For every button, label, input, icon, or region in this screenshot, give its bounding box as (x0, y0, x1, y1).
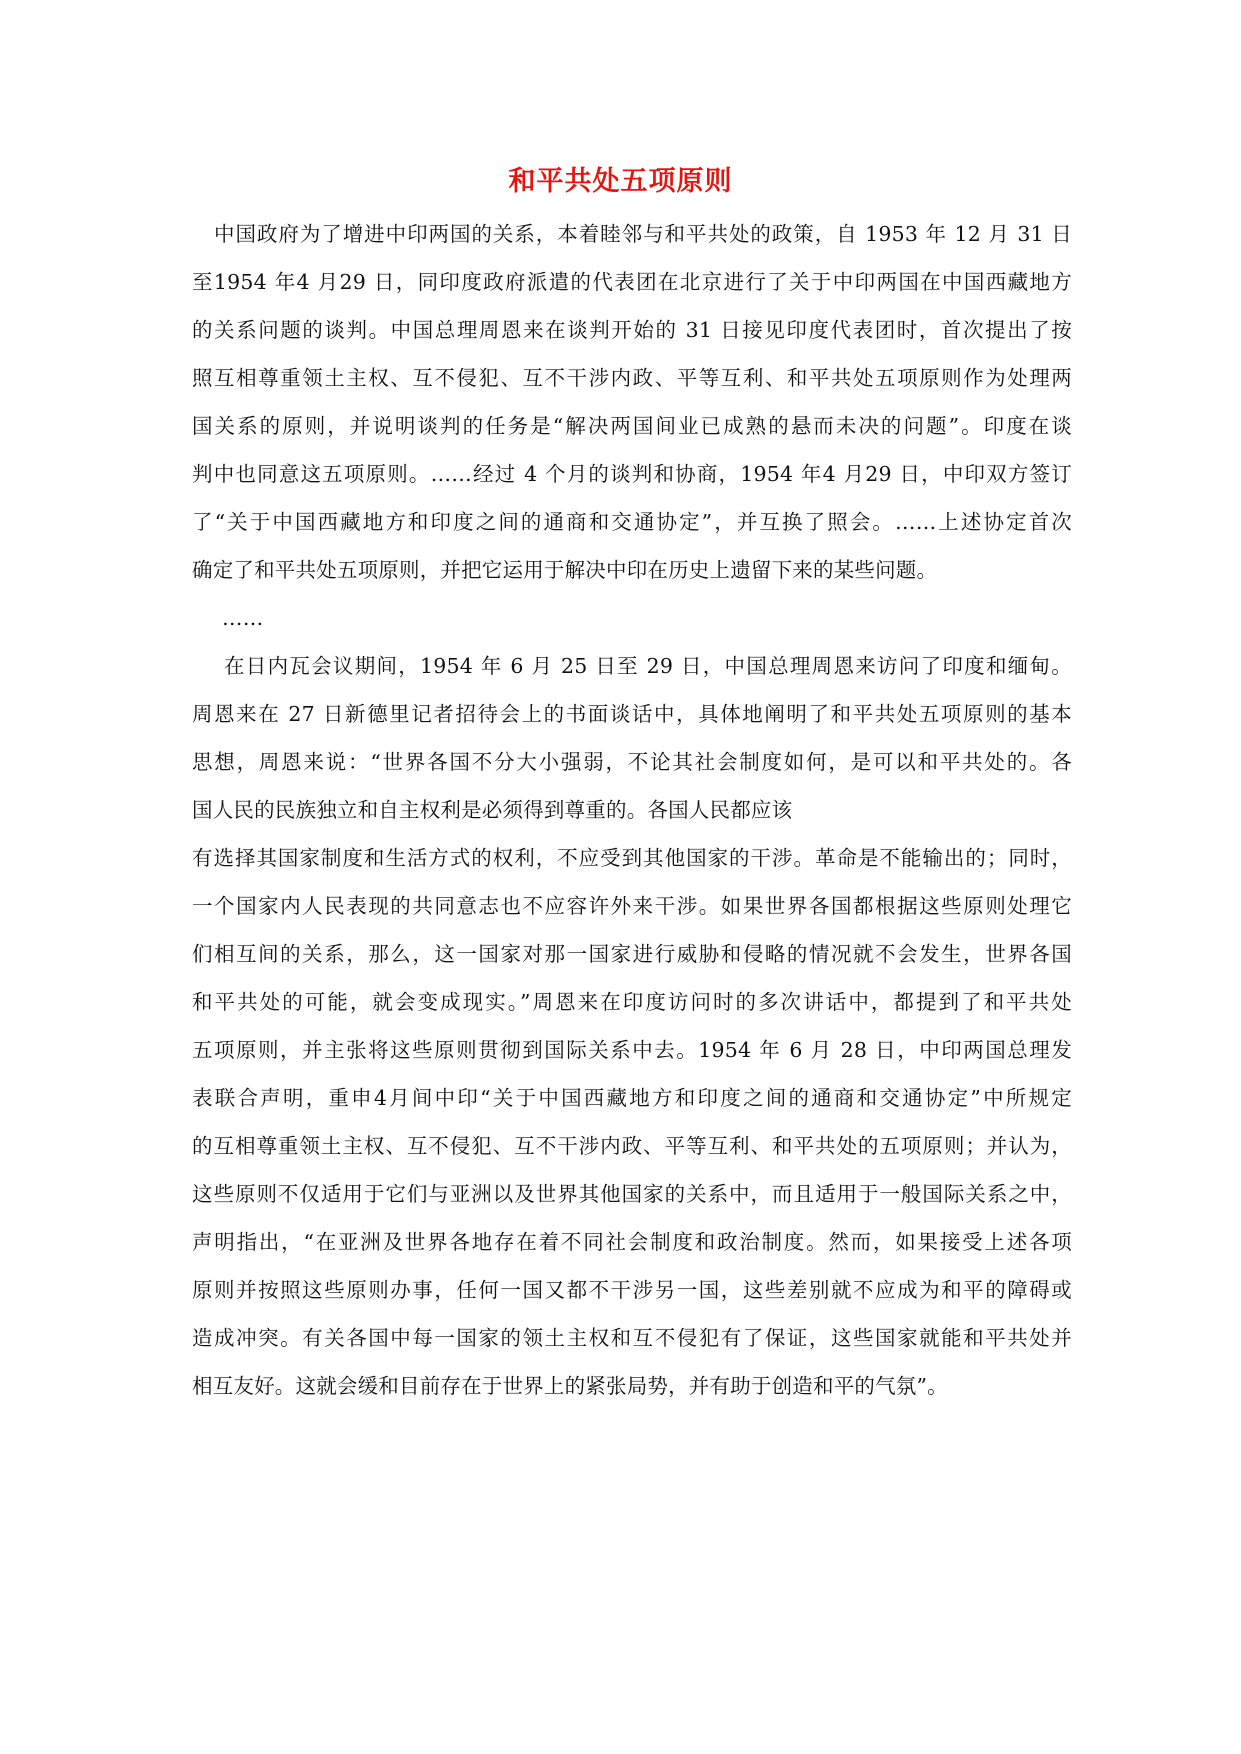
text-line: 的关系问题的谈判。中国总理周恩来在谈判开始的 31 日接见印度代表团时，首次提出了按 (192, 318, 1072, 342)
text-line: 和平共处的可能，就会变成现实。”周恩来在印度访问时的多次讲话中，都提到了和平共处 (192, 990, 1072, 1014)
text-line: 声明指出，“在亚洲及世界各地存在着不同社会制度和政治制度。然而，如果接受上述各项 (192, 1230, 1072, 1254)
text-line: 思想，周恩来说：“世界各国不分大小强弱，不论其社会制度如何，是可以和平共处的。各 (192, 750, 1072, 774)
text-line: 一个国家内人民表现的共同意志也不应容许外来干涉。如果世界各国都根据这些原则处理它 (192, 894, 1072, 918)
text-line: 国关系的原则，并说明谈判的任务是“解决两国间业已成熟的悬而未决的问题”。印度在谈 (192, 414, 1072, 438)
text-line: 有选择其国家制度和生活方式的权利，不应受到其他国家的干涉。革命是不能输出的；同时， (192, 846, 1072, 870)
text-line: 确定了和平共处五项原则，并把它运用于解决中印在历史上遗留下来的某些问题。 (192, 558, 938, 582)
text-line: 这些原则不仅适用于它们与亚洲以及世界其他国家的关系中，而且适用于一般国际关系之中， (192, 1182, 1072, 1206)
text-line: 周恩来在 27 日新德里记者招待会上的书面谈话中，具体地阐明了和平共处五项原则的基本 (192, 702, 1072, 726)
text-line: 照互相尊重领土主权、互不侵犯、互不干涉内政、平等互利、和平共处五项原则作为处理两 (192, 366, 1072, 390)
text-line: 相互友好。这就会缓和目前存在于世界上的紧张局势，并有助于创造和平的气氛”。 (192, 1374, 948, 1398)
text-line: 判中也同意这五项原则。……经过 4 个月的谈判和协商，1954 年4 月29 日，中印双方签订 (192, 462, 1072, 486)
text-line: 们相互间的关系，那么，这一国家对那一国家进行威胁和侵略的情况就不会发生，世界各国 (192, 942, 1072, 966)
text-line: 造成冲突。有关各国中每一国家的领土主权和互不侵犯有了保证，这些国家就能和平共处并 (192, 1326, 1072, 1350)
text-line: 了“关于中国西藏地方和印度之间的通商和交通协定”，并互换了照会。……上述协定首次 (192, 510, 1072, 534)
ellipsis-line: …… (222, 606, 264, 630)
text-line: 五项原则，并主张将这些原则贯彻到国际关系中去。1954 年 6 月 28 日，中印两国总理发 (192, 1038, 1072, 1062)
text-line: 至1954 年4 月29 日，同印度政府派遣的代表团在北京进行了关于中印两国在中国西藏地方 (192, 270, 1072, 294)
text-line: 国人民的民族独立和自主权利是必须得到尊重的。各国人民都应该 (192, 798, 793, 822)
text-line: 在日内瓦会议期间，1954 年 6 月 25 日至 29 日，中国总理周恩来访问了印度和缅甸。 (224, 654, 1072, 678)
text-line: 的互相尊重领土主权、互不侵犯、互不干涉内政、平等互利、和平共处的五项原则；并认为， (192, 1134, 1072, 1158)
text-line: 原则并按照这些原则办事，任何一国又都不干涉另一国，这些差别就不应成为和平的障碍或 (192, 1278, 1072, 1302)
text-line: 中国政府为了增进中印两国的关系，本着睦邻与和平共处的政策，自 1953 年 12 月 31 日 (214, 222, 1072, 246)
text-line: 表联合声明，重申4月间中印“关于中国西藏地方和印度之间的通商和交通协定”中所规定 (192, 1086, 1072, 1110)
page-title: 和平共处五项原则 (508, 166, 733, 197)
